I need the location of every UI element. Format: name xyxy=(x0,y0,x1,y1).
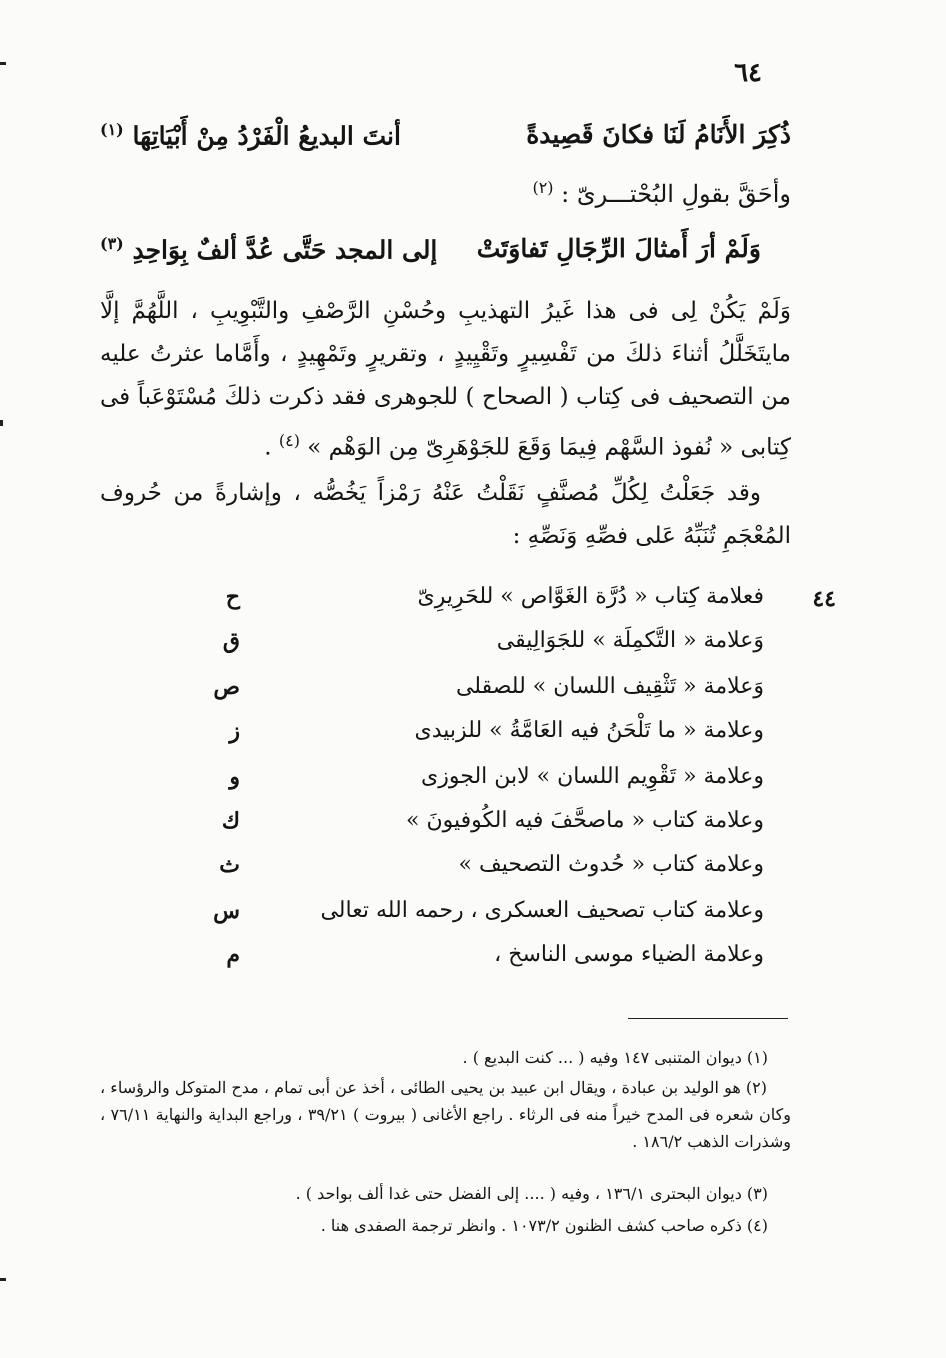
footnote-ref-4: (٤) xyxy=(278,431,300,450)
abbreviation-source: وعلامة الضياء موسى الناسخ ، xyxy=(494,942,764,967)
abbreviation-symbol: ث xyxy=(219,852,240,878)
abbreviation-row xyxy=(0,584,946,622)
abbreviation-source: وعلامة كتاب تصحيف العسكرى ، رحمه الله تعالى xyxy=(320,898,764,923)
abbreviation-symbol: ص xyxy=(213,674,240,700)
verse-1-hemistich-2: أنتَ البديعُ الْفَرْدُ مِنْ أَبْيَاتِهَا $^{(١)}$ xyxy=(100,120,401,151)
verse-2-hemistich-1: وَلَمْ أرَ أَمثالَ الرِّجَالِ تَفاوَتَتْ xyxy=(476,234,761,263)
body-paragraph-2: وقد جَعَلْتُ لِكُلِّ مُصنَّفٍ نَقَلْتُ عَنْهُ رَمْزاً يَخُصُّه ، وإشارةً من حُروف المُعْجَمِ تُنَبِّهُ عَلى فصِّهِ وَنَصِّهِ : xyxy=(100,480,791,549)
verse-intro: وأحَقَّ بقولِ البُحْتـــرىّ : $^{(٢)}$ xyxy=(532,178,791,208)
body-paragraph-1: وَلَمْ يَكُنْ لِى فى هذا غَيرُ التهذيبِ وحُسْنِ الرَّصْفِ والتَّبْوِيبِ ، اللَّهُمَّ إلَّا مايتَخَلَّلُ أثناءَ ذلكَ من تَفْسِيرٍ وتَقْيِيدٍ ، وتقريرٍ وتَمْهِيدٍ ، وأَمَّاما عثرتُ عليه من التصحيف فى كِتاب ( الصحاح ) للجوهرى فقد ذكرت ذلكَ مُسْتَوْعَباً فى كِتابى « نُفوذ السَّهْم فِيمَا وَقَعَ للجَوْهَرِىّ مِن الوَهْم » $^{(٤)}$ . xyxy=(100,298,791,461)
footnote-separator xyxy=(628,1018,788,1019)
margin-number: ٤٤ xyxy=(812,586,836,612)
footnote-ref-3: (٣) xyxy=(100,234,124,253)
page-number: ٦٤ xyxy=(734,58,762,88)
abbreviation-row xyxy=(0,674,946,712)
abbreviation-symbol: ق xyxy=(222,628,240,654)
abbreviation-source: وعلامة كتاب « حُدوث التصحيف » xyxy=(458,852,764,877)
margin-mark xyxy=(0,420,3,426)
abbreviation-symbol: ك xyxy=(221,808,240,834)
abbreviation-symbol: و xyxy=(229,764,240,790)
abbreviation-symbol: م xyxy=(226,942,240,968)
verse-2-hemistich-2: إلى المجد حَتَّى عُدَّ ألفٌ بِوَاحِدِ $^{(٣)}$ xyxy=(100,234,438,265)
footnote-3: (٣) ديوان البحترى ١٣٦/١ ، وفيه ( .... إلى الفضل حتى غدا ألف بواحد ) . xyxy=(295,1184,768,1203)
footnote-1: (١) ديوان المتنبى ١٤٧ وفيه ( ... كنت البديع ) . xyxy=(462,1048,768,1067)
abbreviation-source: وَعلامة « التَّكمِلَة » للجَوَالِيقى xyxy=(496,628,764,653)
abbreviation-symbol: ح xyxy=(225,584,240,610)
abbreviation-row xyxy=(0,808,946,846)
verse-1-hemistich-1: ذُكِرَ الأَنَامُ لَنَا فكانَ قَصِيدةً xyxy=(526,120,791,149)
abbreviation-row xyxy=(0,852,946,890)
margin-mark xyxy=(0,1278,6,1281)
abbreviation-source: وَعلامة « تَثْقِيف اللسان » للصقلى xyxy=(455,674,764,699)
margin-mark xyxy=(0,62,6,65)
abbreviation-symbol: ز xyxy=(229,718,240,744)
footnote-ref-1: (١) xyxy=(100,120,124,139)
verse-1 xyxy=(100,120,791,160)
abbreviation-source: وعلامة كتاب « ماصحَّفَ فيه الكُوفيونَ » xyxy=(406,808,764,833)
abbreviation-row xyxy=(0,718,946,756)
abbreviation-row xyxy=(0,942,946,980)
abbreviation-source: وعلامة « ما تَلْحَنُ فيه العَامَّةُ » للزبيدى xyxy=(414,718,764,743)
abbreviation-row xyxy=(0,764,946,802)
verse-2 xyxy=(100,234,791,274)
abbreviation-row xyxy=(0,628,946,666)
abbreviation-symbol: س xyxy=(213,898,240,924)
footnote-ref-2: (٢) xyxy=(532,178,554,197)
abbreviation-source: فعلامة كِتاب « دُرَّة الغَوَّاص » للحَرِيرِىّ xyxy=(417,584,764,609)
abbreviation-row xyxy=(0,898,946,936)
footnote-4: (٤) ذكره صاحب كشف الظنون ١٠٧٣/٢ . وانظر ترجمة الصفدى هنا . xyxy=(320,1216,768,1235)
footnote-2: (٢) هو الوليد بن عبادة ، ويقال ابن عبيد بن يحيى الطائى ، أخذ عن أبى تمام ، مدح المتوكل والرؤساء ، وكان شعره فى المدح خيراً منه فى الرثاء . راجع الأغانى ( بيروت ) ٣٩/٢١ ، وراجع البداية والنهاية ٧٦/١١ ، وشذرات الذهب ١٨٦/٢ . xyxy=(100,1078,792,1151)
abbreviation-source: وعلامة « تَقْوِيم اللسان » لابن الجوزى xyxy=(421,764,764,789)
